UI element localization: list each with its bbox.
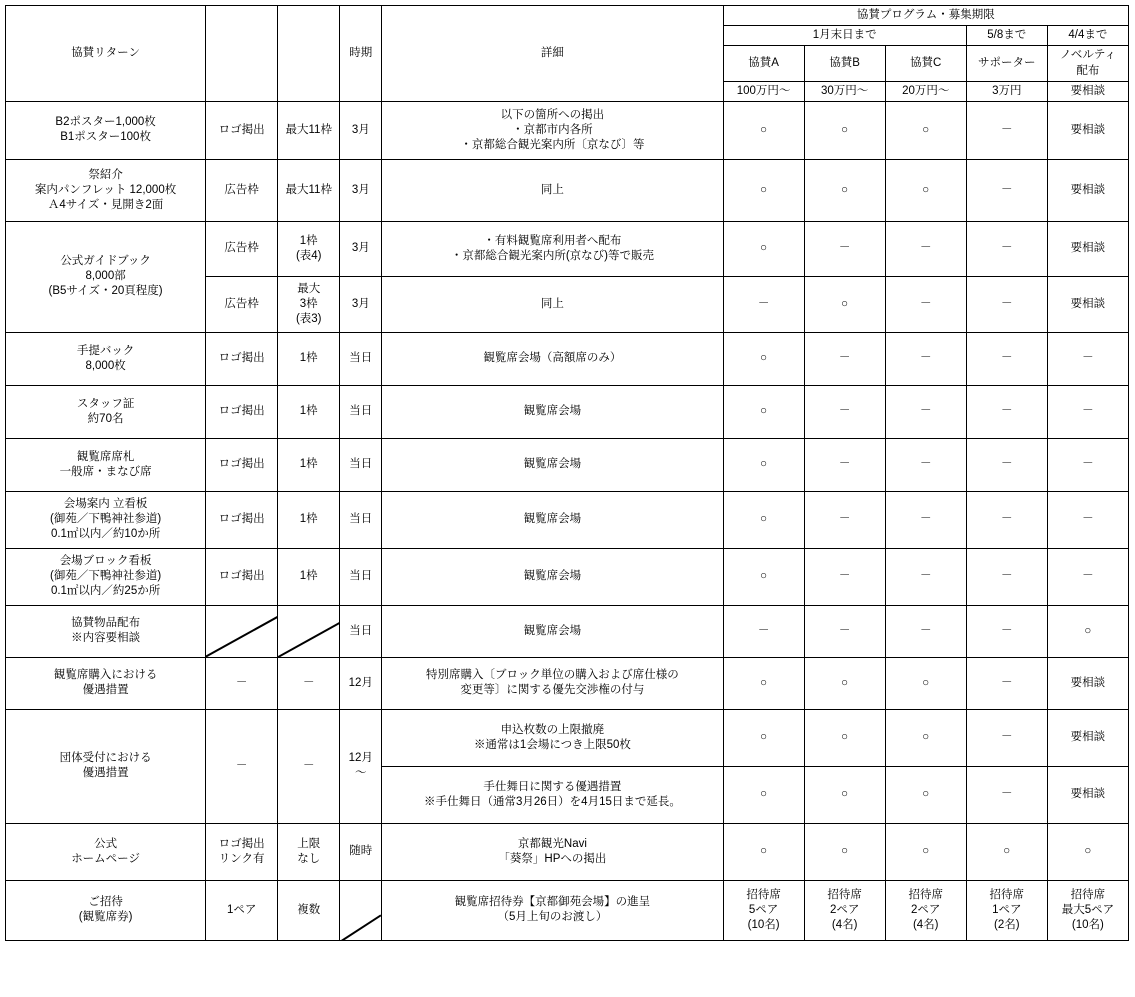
row-plan-supporter: － xyxy=(966,491,1047,548)
table-row xyxy=(6,491,1129,548)
row-detail xyxy=(382,880,723,940)
row-plan-supporter: － xyxy=(966,548,1047,605)
row-detail: 同上 xyxy=(382,276,723,332)
row-return-line1: 手提バック xyxy=(76,344,135,357)
row-kind: ロゴ掲出 xyxy=(206,548,278,605)
row-kind-line1: ロゴ掲出 xyxy=(218,837,265,850)
row-kind: ロゴ掲出 xyxy=(206,101,278,159)
row-slots-line2: なし xyxy=(297,852,321,865)
row-plan-c: － xyxy=(885,385,966,438)
header-price-novelty: 要相談 xyxy=(1047,81,1128,101)
row-plan-b: － xyxy=(804,221,885,276)
row-plan-b xyxy=(804,880,885,940)
row-plan-supporter: － xyxy=(966,332,1047,385)
row-detail xyxy=(382,101,723,159)
row-return-line1: 団体受付における xyxy=(59,752,152,765)
row-detail-line2: 「葵祭」HPへの掲出 xyxy=(498,852,607,865)
table-row xyxy=(6,657,1129,709)
row-plan-c: ○ xyxy=(885,823,966,880)
row-slots-line3: (表3) xyxy=(295,312,322,325)
row-plan-supporter: － xyxy=(966,657,1047,709)
row-timing: 当日 xyxy=(340,332,382,385)
row-detail: 観覧席会場 xyxy=(382,438,723,491)
row-plan-supporter-line3: (2名) xyxy=(994,918,1020,931)
row-timing-struck xyxy=(340,880,382,940)
row-slots-struck xyxy=(278,605,340,657)
row-detail xyxy=(382,766,723,823)
row-detail-line1: 手仕舞日に関する優遇措置 xyxy=(483,780,622,793)
row-timing: 当日 xyxy=(340,605,382,657)
row-plan-supporter: ○ xyxy=(966,823,1047,880)
header-plan-novelty-line2: 配布 xyxy=(1076,64,1100,77)
table-row xyxy=(6,438,1129,491)
row-plan-a: ○ xyxy=(723,332,804,385)
row-return-line1: 祭紹介 xyxy=(88,168,123,181)
row-plan-c: － xyxy=(885,548,966,605)
row-plan-a-line1: 招待席 xyxy=(746,888,781,901)
table-row xyxy=(6,548,1129,605)
row-plan-supporter: － xyxy=(966,709,1047,766)
row-detail-line2: ・京都市内各所 xyxy=(512,123,593,136)
row-detail-line3: ・京都総合観光案内所〔京なび〕等 xyxy=(460,138,645,151)
row-plan-novelty: 要相談 xyxy=(1047,709,1128,766)
row-plan-c: － xyxy=(885,605,966,657)
row-plan-supporter: － xyxy=(966,766,1047,823)
row-plan-c xyxy=(885,880,966,940)
header-slots-blank xyxy=(278,6,340,102)
row-plan-supporter-line2: 1ペア xyxy=(992,903,1022,916)
row-return-label xyxy=(6,101,206,159)
row-return-line2: 約70名 xyxy=(87,412,124,425)
row-plan-supporter-line1: 招待席 xyxy=(989,888,1025,901)
row-plan-supporter: － xyxy=(966,385,1047,438)
header-price-c: 20万円～ xyxy=(885,81,966,101)
row-detail-line1: 京都観光Navi xyxy=(517,837,587,850)
table-row xyxy=(6,605,1129,657)
header-sponsorship-return: 協賛リターン xyxy=(6,6,206,102)
row-return-label xyxy=(6,159,206,221)
row-return-line2: 優遇措置 xyxy=(82,684,129,697)
row-plan-b: ○ xyxy=(804,101,885,159)
row-plan-supporter: － xyxy=(966,101,1047,159)
row-slots xyxy=(278,221,340,276)
row-return-line1: 会場ブロック看板 xyxy=(59,555,152,568)
row-return-line1: 公式 xyxy=(94,837,118,850)
row-timing: 当日 xyxy=(340,385,382,438)
row-plan-a: ○ xyxy=(723,548,804,605)
row-detail-line1: 観覧席招待券【京都御苑会場】の進呈 xyxy=(454,896,651,909)
row-slots-line1: 1枠 xyxy=(299,234,318,247)
row-return-label xyxy=(6,657,206,709)
row-kind: 1ペア xyxy=(206,880,278,940)
row-detail: 観覧席会場（高額席のみ） xyxy=(382,332,723,385)
row-plan-a: ○ xyxy=(723,491,804,548)
table-row xyxy=(6,332,1129,385)
sponsorship-return-table-page xyxy=(0,5,1135,997)
row-kind xyxy=(206,823,278,880)
row-return-label xyxy=(6,332,206,385)
row-plan-b: － xyxy=(804,332,885,385)
row-kind-line2: リンク有 xyxy=(218,852,265,865)
row-plan-c: － xyxy=(885,221,966,276)
row-kind: － xyxy=(206,709,278,823)
row-slots: 1枠 xyxy=(278,438,340,491)
row-plan-c: ○ xyxy=(885,766,966,823)
row-return-line1: 協賛物品配布 xyxy=(71,617,141,630)
row-plan-c: ○ xyxy=(885,657,966,709)
row-slots: 最大11枠 xyxy=(278,101,340,159)
row-plan-a: ○ xyxy=(723,657,804,709)
row-return-line1: 観覧席席札 xyxy=(76,450,135,463)
row-plan-novelty: 要相談 xyxy=(1047,159,1128,221)
row-plan-a-line3: (10名) xyxy=(747,918,780,931)
row-timing: 3月 xyxy=(340,101,382,159)
row-plan-novelty: － xyxy=(1047,438,1128,491)
header-plan-c: 協賛C xyxy=(885,46,966,81)
row-slots xyxy=(278,823,340,880)
header-deadline-apr4: 4/4まで xyxy=(1047,26,1128,46)
header-timing: 時期 xyxy=(340,6,382,102)
row-plan-b: － xyxy=(804,548,885,605)
row-plan-novelty-line2: 最大5ペア xyxy=(1061,903,1115,916)
row-slots: － xyxy=(278,657,340,709)
row-plan-novelty xyxy=(1047,880,1128,940)
row-plan-novelty: － xyxy=(1047,385,1128,438)
header-plan-novelty-line1: ノベルティ xyxy=(1059,49,1116,62)
row-plan-b-line3: (4名) xyxy=(831,918,858,931)
table-row xyxy=(6,385,1129,438)
row-detail: 観覧席会場 xyxy=(382,385,723,438)
row-plan-b: － xyxy=(804,385,885,438)
row-return-line2: 案内パンフレット 12,000枚 xyxy=(34,183,177,196)
row-detail-line2: 変更等〕に関する優先交渉権の付与 xyxy=(460,684,645,697)
row-plan-novelty-line1: 招待席 xyxy=(1070,888,1106,901)
row-slots: 最大11枠 xyxy=(278,159,340,221)
row-detail: 同上 xyxy=(382,159,723,221)
table-row xyxy=(6,709,1129,766)
row-plan-novelty: － xyxy=(1047,491,1128,548)
sponsorship-table xyxy=(5,5,1129,941)
row-kind-struck xyxy=(206,605,278,657)
row-return-line2: ホームページ xyxy=(71,852,140,865)
row-kind: 広告枠 xyxy=(206,276,278,332)
row-plan-a: ○ xyxy=(723,823,804,880)
row-plan-c: － xyxy=(885,276,966,332)
row-slots-line2: 3枠 xyxy=(299,297,318,310)
row-return-line2: 8,000部 xyxy=(85,270,126,283)
row-return-line2: (御苑／下鴨神社参道) xyxy=(49,570,162,583)
row-return-line3: (B5サイズ・20頁程度) xyxy=(48,285,163,298)
row-timing: 3月 xyxy=(340,276,382,332)
row-detail xyxy=(382,657,723,709)
header-deadline-jan: 1月末日まで xyxy=(723,26,966,46)
row-plan-supporter: － xyxy=(966,438,1047,491)
row-detail xyxy=(382,221,723,276)
row-return-line2: 優遇措置 xyxy=(82,767,129,780)
row-timing: 当日 xyxy=(340,438,382,491)
table-row xyxy=(6,823,1129,880)
header-plan-novelty xyxy=(1047,46,1128,81)
row-timing: 12月～ xyxy=(340,709,382,823)
row-slots: － xyxy=(278,709,340,823)
row-timing: 随時 xyxy=(340,823,382,880)
row-plan-a: ○ xyxy=(723,101,804,159)
row-plan-c: － xyxy=(885,332,966,385)
row-kind: ロゴ掲出 xyxy=(206,491,278,548)
table-row xyxy=(6,221,1129,276)
row-return-line2: B1ポスター100枚 xyxy=(60,131,151,144)
row-plan-a: ○ xyxy=(723,438,804,491)
row-plan-novelty-line3: (10名) xyxy=(1071,918,1104,931)
row-plan-supporter: － xyxy=(966,159,1047,221)
row-plan-c: ○ xyxy=(885,101,966,159)
row-detail xyxy=(382,823,723,880)
header-plan-a: 協賛A xyxy=(723,46,804,81)
row-return-line2: ※内容要相談 xyxy=(71,632,141,645)
row-plan-b: － xyxy=(804,605,885,657)
row-slots: 1枠 xyxy=(278,385,340,438)
row-plan-c-line3: (4名) xyxy=(912,918,939,931)
row-plan-c: － xyxy=(885,491,966,548)
table-row xyxy=(6,159,1129,221)
row-return-line1: スタッフ証 xyxy=(76,397,135,410)
row-return-line3: 0.1㎡以内／約25か所 xyxy=(50,585,161,598)
row-plan-b: ○ xyxy=(804,159,885,221)
row-plan-b: ○ xyxy=(804,709,885,766)
row-timing: 当日 xyxy=(340,491,382,548)
row-plan-a: ○ xyxy=(723,221,804,276)
row-return-label xyxy=(6,491,206,548)
row-plan-novelty: 要相談 xyxy=(1047,766,1128,823)
row-slots: 1枠 xyxy=(278,332,340,385)
row-slots: 1枠 xyxy=(278,548,340,605)
row-return-line1: 観覧席購入における xyxy=(53,669,158,682)
row-return-line1: B2ポスター1,000枚 xyxy=(55,116,156,129)
row-return-label xyxy=(6,548,206,605)
row-detail-line1: 申込枚数の上限撤廃 xyxy=(500,723,605,736)
row-detail: 観覧席会場 xyxy=(382,605,723,657)
row-detail-line2: ※手仕舞日（通常3月26日）を4月15日まで延長。 xyxy=(423,795,681,808)
row-timing: 当日 xyxy=(340,548,382,605)
row-detail-line1: ・有料観覧席利用者へ配布 xyxy=(483,234,622,247)
row-plan-novelty: － xyxy=(1047,548,1128,605)
row-plan-supporter: － xyxy=(966,276,1047,332)
row-return-line1: ご招待 xyxy=(88,896,123,909)
header-plan-supporter: サポーター xyxy=(966,46,1047,81)
row-return-line2: (観覧席券) xyxy=(78,911,133,924)
row-plan-a: ○ xyxy=(723,709,804,766)
row-return-line2: 一般席・まなび席 xyxy=(59,465,152,478)
table-header-row-1 xyxy=(6,6,1129,26)
row-return-line2: (御苑／下鴨神社参道) xyxy=(49,513,162,526)
row-plan-a: ○ xyxy=(723,766,804,823)
row-kind: ロゴ掲出 xyxy=(206,438,278,491)
row-return-line3: 0.1㎡以内／約10か所 xyxy=(50,528,161,541)
row-plan-novelty: 要相談 xyxy=(1047,657,1128,709)
row-plan-a: － xyxy=(723,605,804,657)
row-plan-supporter: － xyxy=(966,605,1047,657)
row-return-line3: Ａ4サイズ・見開き2面 xyxy=(47,198,164,211)
row-kind: 広告枠 xyxy=(206,221,278,276)
row-return-line2: 8,000枚 xyxy=(85,359,126,372)
row-slots: 1枠 xyxy=(278,491,340,548)
row-return-label xyxy=(6,221,206,332)
header-detail: 詳細 xyxy=(382,6,723,102)
row-detail-line2: ・京都総合観光案内所(京なび)等で販売 xyxy=(450,249,654,262)
header-price-b: 30万円～ xyxy=(804,81,885,101)
row-kind: ロゴ掲出 xyxy=(206,385,278,438)
row-plan-b-line1: 招待席 xyxy=(827,888,862,901)
row-slots xyxy=(278,276,340,332)
row-plan-a: ○ xyxy=(723,159,804,221)
row-plan-b: ○ xyxy=(804,823,885,880)
row-return-label xyxy=(6,605,206,657)
row-plan-b: － xyxy=(804,438,885,491)
row-plan-b-line2: 2ペア xyxy=(829,903,860,916)
header-price-a: 100万円～ xyxy=(723,81,804,101)
row-slots-line1: 上限 xyxy=(297,837,321,850)
row-kind: ロゴ掲出 xyxy=(206,332,278,385)
table-row xyxy=(6,101,1129,159)
row-slots: 複数 xyxy=(278,880,340,940)
header-kind-blank xyxy=(206,6,278,102)
row-return-label xyxy=(6,385,206,438)
row-detail-line1: 特別席購入〔ブロック単位の購入および席仕様の xyxy=(426,669,679,682)
table-row xyxy=(6,880,1129,940)
row-plan-a: ○ xyxy=(723,385,804,438)
row-detail-line2: （5月上旬のお渡し） xyxy=(497,911,608,924)
row-timing: 3月 xyxy=(340,221,382,276)
row-plan-supporter: － xyxy=(966,221,1047,276)
row-plan-novelty: ○ xyxy=(1047,605,1128,657)
row-detail: 観覧席会場 xyxy=(382,548,723,605)
row-return-label xyxy=(6,709,206,823)
row-plan-a: － xyxy=(723,276,804,332)
header-plan-b: 協賛B xyxy=(804,46,885,81)
row-plan-supporter xyxy=(966,880,1047,940)
row-timing: 3月 xyxy=(340,159,382,221)
row-plan-c: － xyxy=(885,438,966,491)
row-plan-novelty: 要相談 xyxy=(1047,276,1128,332)
row-plan-b: － xyxy=(804,491,885,548)
row-plan-novelty: 要相談 xyxy=(1047,221,1128,276)
row-kind: － xyxy=(206,657,278,709)
row-plan-c-line2: 2ペア xyxy=(911,903,941,916)
row-plan-c: ○ xyxy=(885,709,966,766)
row-plan-b: ○ xyxy=(804,657,885,709)
row-timing: 12月 xyxy=(340,657,382,709)
row-plan-novelty: 要相談 xyxy=(1047,101,1128,159)
header-price-supporter: 3万円 xyxy=(966,81,1047,101)
row-plan-c-line1: 招待席 xyxy=(908,888,943,901)
row-plan-b: ○ xyxy=(804,766,885,823)
row-plan-a xyxy=(723,880,804,940)
row-detail-line2: ※通常は1会場につき上限50枚 xyxy=(473,738,631,751)
row-slots-line2: (表4) xyxy=(295,249,322,262)
row-slots-line1: 最大 xyxy=(297,282,321,295)
row-plan-a-line2: 5ペア xyxy=(748,903,779,916)
row-detail: 観覧席会場 xyxy=(382,491,723,548)
row-return-label xyxy=(6,880,206,940)
row-detail-line1: 以下の箇所への掲出 xyxy=(500,108,605,121)
header-program-deadline: 協賛プログラム・募集期限 xyxy=(723,6,1128,26)
row-return-label xyxy=(6,823,206,880)
row-plan-novelty: ○ xyxy=(1047,823,1128,880)
row-plan-c: ○ xyxy=(885,159,966,221)
row-plan-b: ○ xyxy=(804,276,885,332)
row-kind: 広告枠 xyxy=(206,159,278,221)
row-return-line1: 公式ガイドブック xyxy=(60,255,151,268)
row-return-line1: 会場案内 立看板 xyxy=(63,498,148,511)
row-return-label xyxy=(6,438,206,491)
row-detail xyxy=(382,709,723,766)
row-plan-novelty: － xyxy=(1047,332,1128,385)
header-deadline-may8: 5/8まで xyxy=(966,26,1047,46)
